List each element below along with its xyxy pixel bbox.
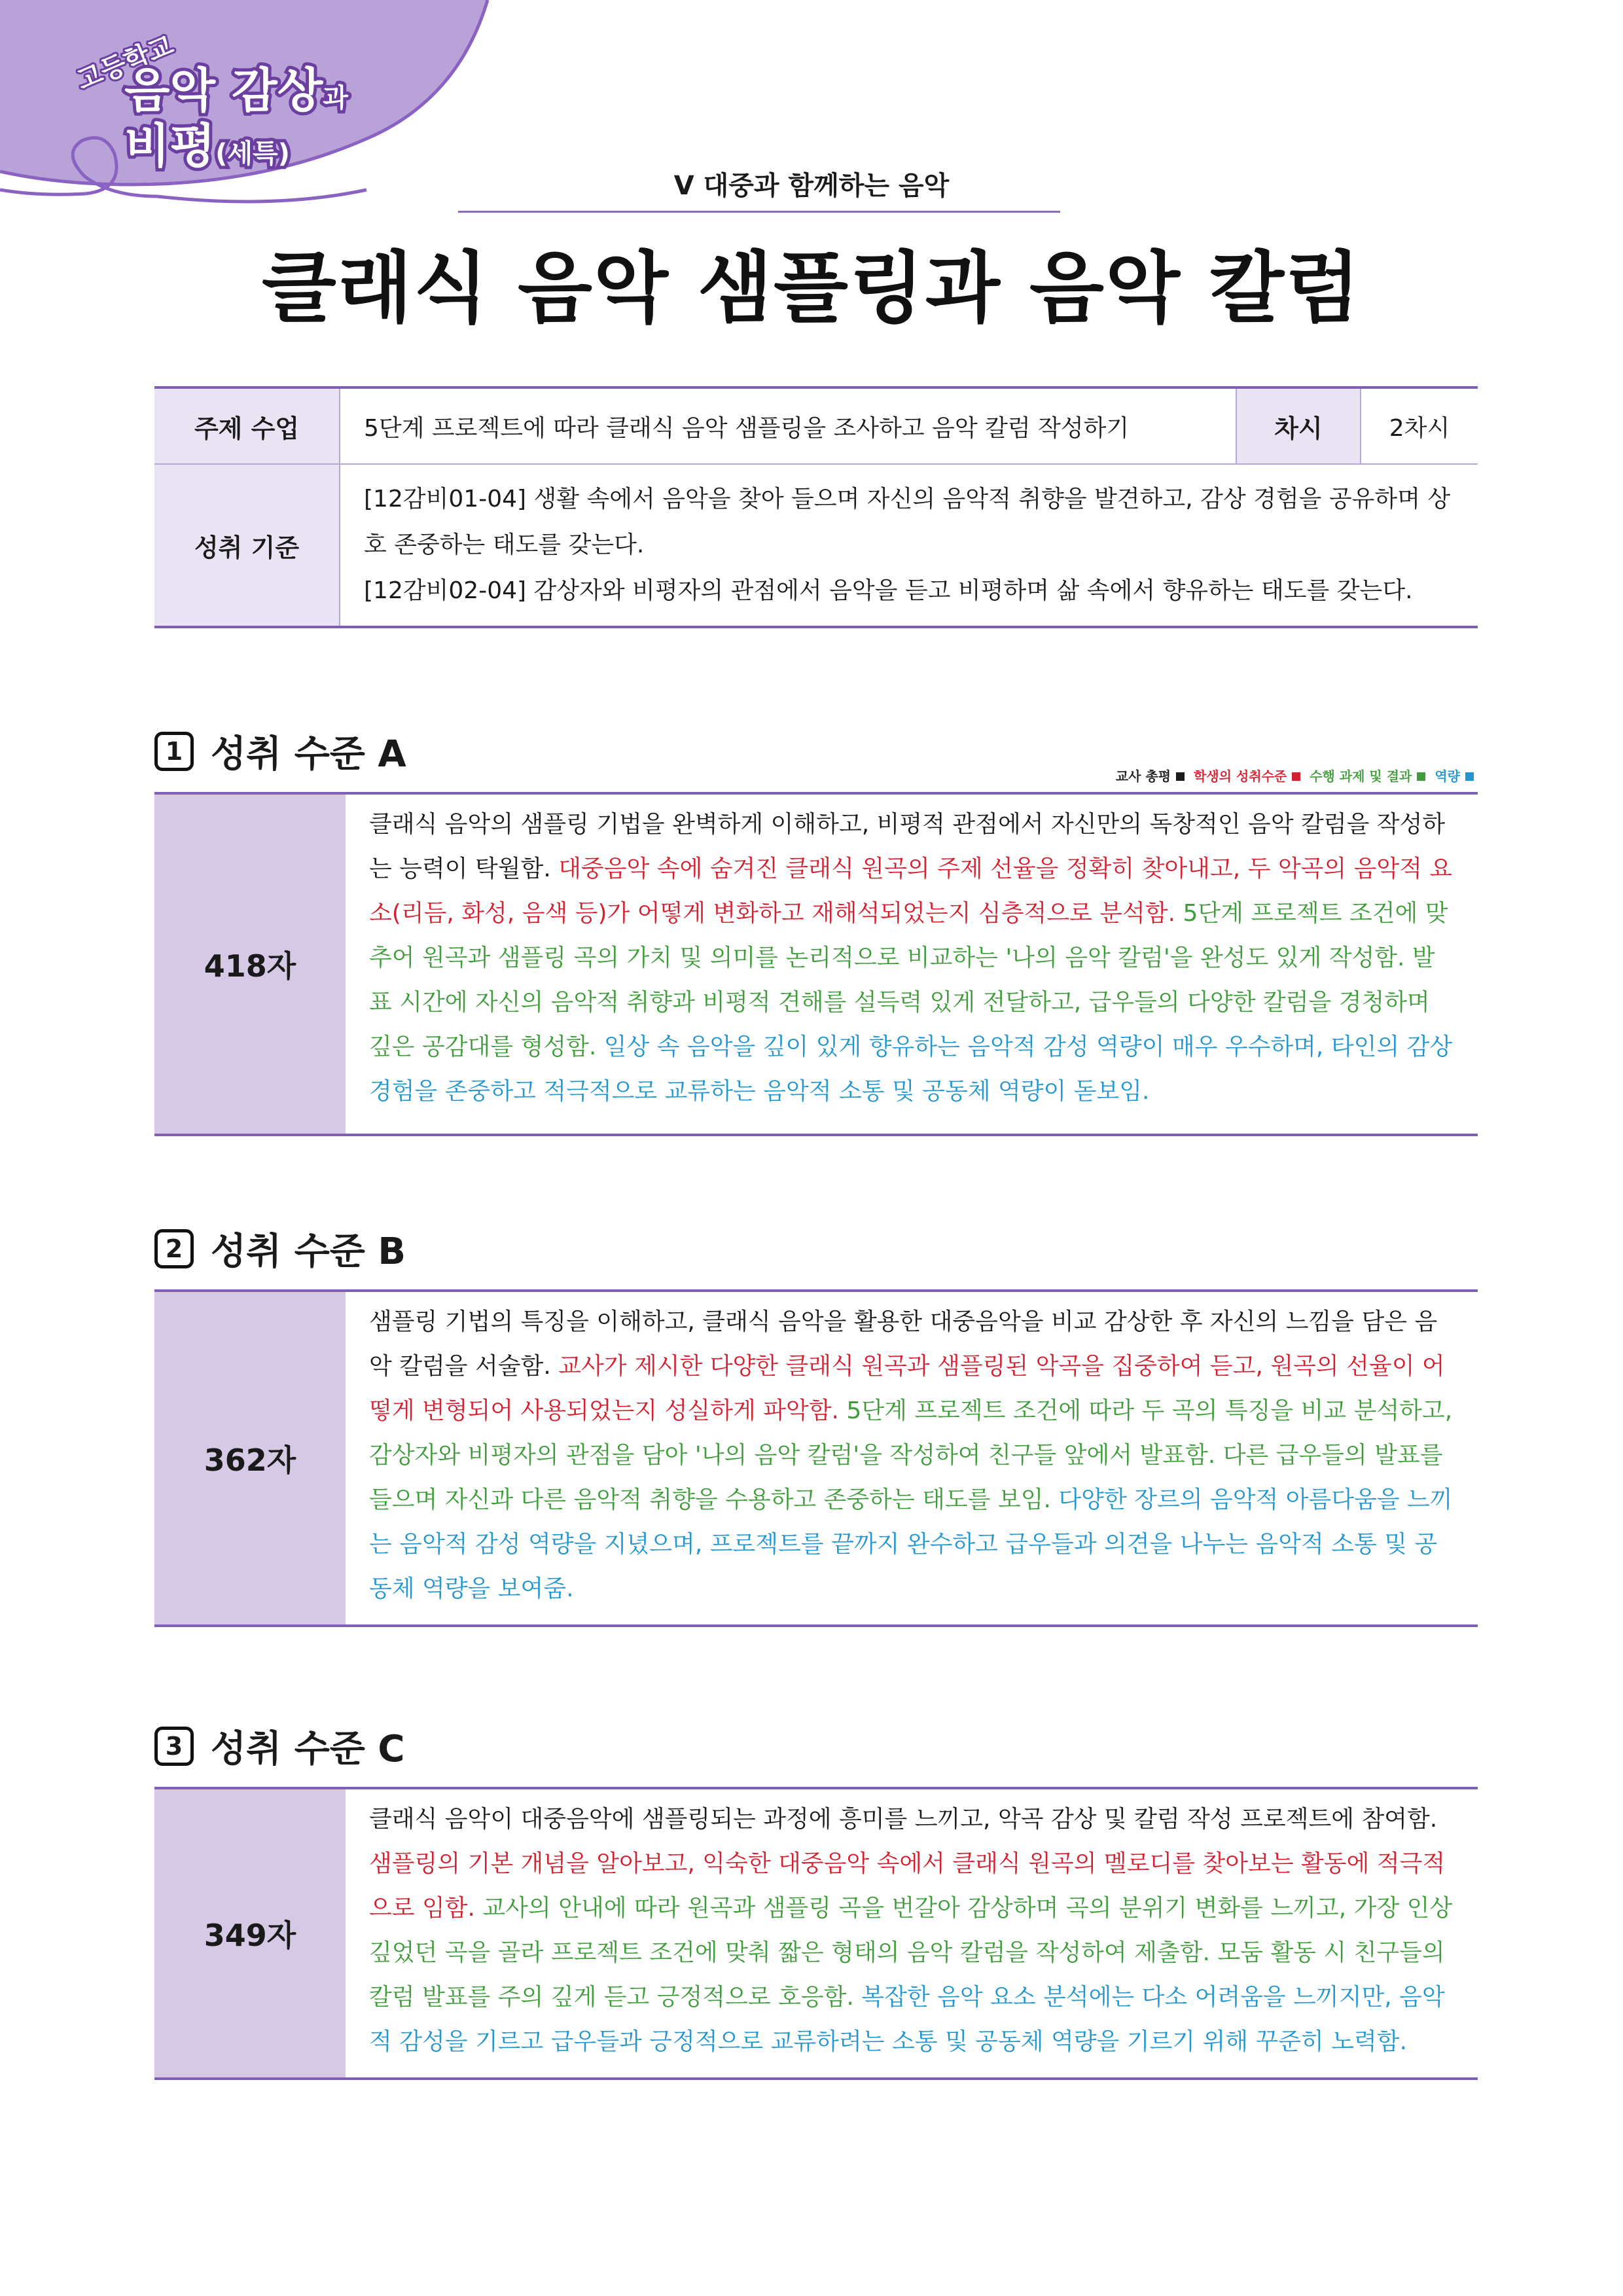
legend-item: 학생의 성취수준 xyxy=(1194,766,1304,785)
session-label: 차시 xyxy=(1236,389,1360,463)
legend-item: 수행 과제 및 결과 xyxy=(1310,766,1429,785)
standard-2: [12감비02-04] 감상자와 비평자의 관점에서 음악을 듣고 비평하며 삶 속에서 향유하는 태도를 갖는다. xyxy=(364,577,1413,604)
char-count: 418자 xyxy=(154,795,346,1134)
standard-value xyxy=(339,465,1478,626)
section-number: 1 xyxy=(154,732,194,771)
char-count: 349자 xyxy=(154,1789,346,2077)
info-row-standard xyxy=(154,463,1478,626)
section-number: 2 xyxy=(154,1229,194,1268)
badge-line1: 음악 감상과 xyxy=(124,63,348,118)
section-title-b: 2 성취 수준 B xyxy=(154,1223,406,1275)
session-value: 2차시 xyxy=(1360,389,1478,463)
info-row-topic xyxy=(154,389,1478,463)
level-b-block xyxy=(154,1289,1478,1627)
legend-item: 역량 xyxy=(1435,766,1478,785)
level-text: 클래식 음악이 대중음악에 샘플링되는 과정에 흥미를 느끼고, 악곡 감상 및 칼럼 작성 프로젝트에 참여함. 샘플링의 기본 개념을 알아보고, 익숙한 대중음악 속에서 클래식 원곡의 멜로디를 찾아보는 활동에 적극적으로 임함. 교사의 안내에 따라 원곡과 샘플링 곡을 번갈아 감상하며 곡의 분위기 변화를 느끼고, 가장 인상 깊었던 곡을 골라 프로젝트 조건에 맞춰 짧은 형태의 음악 칼럼을 작성하여 제출함. 모둠 활동 시 친구들의 칼럼 발표를 주의 깊게 듣고 긍정적으로 호응함. 복잡한 음악 요소 분석에는 다소 어려움을 느끼지만, 음악적 감성을 기르고 급우들과 긍정적으로 교류하려는 소통 및 공동체 역량을 기르기 위해 꾸준히 노력함. xyxy=(369,1806,1453,2055)
section-title-c: 3 성취 수준 C xyxy=(154,1720,404,1772)
info-table xyxy=(154,386,1478,628)
section-number: 3 xyxy=(154,1727,194,1766)
badge-school: 고등학교 xyxy=(73,30,178,97)
course-badge xyxy=(62,16,348,173)
char-count: 362자 xyxy=(154,1292,346,1624)
level-a-block xyxy=(154,792,1478,1136)
color-legend xyxy=(1116,766,1478,785)
topic-label: 주제 수업 xyxy=(154,389,339,463)
header-rule xyxy=(458,211,1060,213)
section-title-a: 1 성취 수준 A xyxy=(154,725,406,778)
level-text: 클래식 음악의 샘플링 기법을 완벽하게 이해하고, 비평적 관점에서 자신만의 독창적인 음악 칼럼을 작성하는 능력이 탁월함. 대중음악 속에 숨겨진 클래식 원곡의 주제 선율을 정확히 찾아내고, 두 악곡의 음악적 요소(리듬, 화성, 음색 등)가 어떻게 변화하고 재해석되었는지 심층적으로 분석함. 5단계 프로젝트 조건에 맞추어 원곡과 샘플링 곡의 가치 및 의미를 논리적으로 비교하는 '나의 음악 칼럼'을 완성도 있게 작성함. 발표 시간에 자신의 음악적 취향과 비평적 견해를 설득력 있게 전달하고, 급우들의 다양한 칼럼을 경청하며 깊은 공감대를 형성함. 일상 속 음악을 깊이 있게 향유하는 음악적 감성 역량이 매우 우수하며, 타인의 감상 경험을 존중하고 적극적으로 교류하는 음악적 소통 및 공동체 역량이 돋보임. xyxy=(369,811,1453,1105)
page-title: 클래식 음악 샘플링과 음악 칼럼 xyxy=(261,243,1362,333)
level-c-block xyxy=(154,1787,1478,2080)
standard-label: 성취 기준 xyxy=(154,465,339,626)
chapter-title: V 대중과 함께하는 음악 xyxy=(673,171,950,201)
badge-line2: 비평(세특) xyxy=(124,118,290,173)
level-text: 샘플링 기법의 특징을 이해하고, 클래식 음악을 활용한 대중음악을 비교 감상한 후 자신의 느낌을 담은 음악 칼럼을 서술함. 교사가 제시한 다양한 클래식 원곡과 샘플링된 악곡을 집중하여 듣고, 원곡의 선율이 어떻게 변형되어 사용되었는지 성실하게 파악함. 5단계 프로젝트 조건에 따라 두 곡의 특징을 비교 분석하고, 감상자와 비평자의 관점을 담아 '나의 음악 칼럼'을 작성하여 친구들 앞에서 발표함. 다른 급우들의 발표를 들으며 자신과 다른 음악적 취향을 수용하고 존중하는 태도를 보임. 다양한 장르의 음악적 아름다움을 느끼는 음악적 감성 역량을 지녔으며, 프로젝트를 끝까지 완수하고 급우들과 의견을 나누는 음악적 소통 및 공동체 역량을 보여줌. xyxy=(369,1308,1453,1602)
legend-item: 교사 총평 xyxy=(1116,766,1188,785)
topic-value: 5단계 프로젝트에 따라 클래식 음악 샘플링을 조사하고 음악 칼럼 작성하기 xyxy=(339,389,1236,463)
standard-1: [12감비01-04] 생활 속에서 음악을 찾아 들으며 자신의 음악적 취향을 발견하고, 감상 경험을 공유하며 상호 존중하는 태도를 갖는다. xyxy=(364,486,1451,558)
